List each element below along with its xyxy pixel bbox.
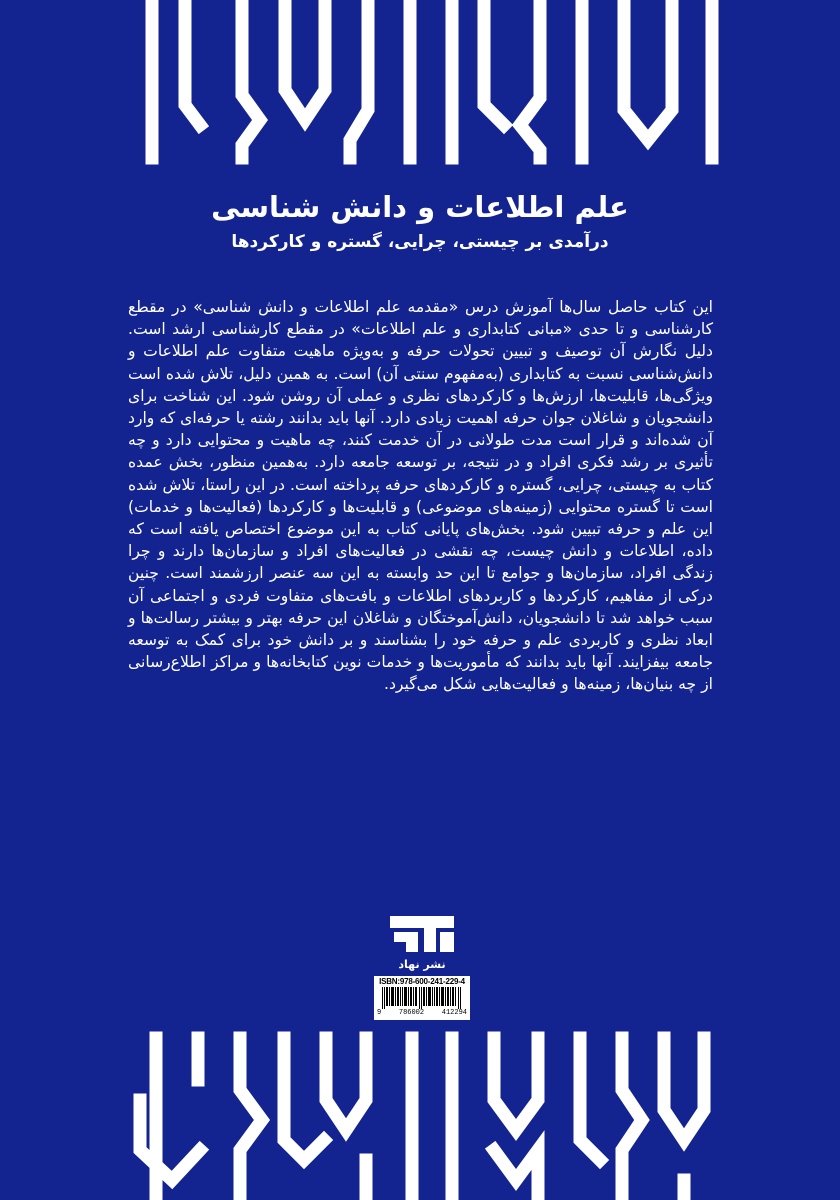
barcode-digit-right: 412294 <box>441 1009 467 1017</box>
isbn-label: ISBN:978-600-241-229-4 <box>379 977 465 986</box>
publisher-logo-icon <box>384 908 460 974</box>
barcode-icon <box>382 987 462 1009</box>
description-text: این کتاب حاصل سال‌ها آموزش درس «مقدمه علم اطلاعات و دانش شناسی» در مقطع کارشناسی و تا حدی «مبانی کتابداری و علم اطلاعات» در مقطع کارشناسی ارشد است. دلیل نگارش آن توصیف و تبیین تحولات حرفه و به‌ویژه ماهیت متفاوت علم اطلاعات و دانش‌شناسی نسبت به کتابداری (به‌مفهوم سنتی آن) است. به همین دلیل، تلاش شده است ویژگی‌ها، قابلیت‌ها، ارزش‌ها و کارکردهای نظری و عملی آن روشن شود. این شناخت برای دانشجویان و شاغلان جوان حرفه اهمیت زیادی دارد. آنها باید بدانند رشته یا حرفه‌ای که وارد آن شده‌اند و قرار است مدت طولانی در آن خدمت کنند، چه ماهیت و محتوایی دارد و چه تأثیری بر رشد فکری افراد و در نتیجه، بر توسعه جامعه دارد. به‌همین منظور، بخش عمده کتاب به چیستی، چرایی، گستره و کارکردهای حرفه پرداخته است. در این راستا، تلاش شده است تا گستره محتوایی (زمینه‌های موضوعی) و قابلیت‌ها و کارکردها (فعالیت‌ها و خدمات) این علم و حرفه تبیین شود. بخش‌های پایانی کتاب به این موضوع اختصاص یافته است که داده، اطلاعات و دانش چیست، چه نقشی در فعالیت‌های افراد و سازمان‌ها دارند و چرا زندگی افراد، سازمان‌ها و جوامع تا این حد وابسته به این سه عنصر ارزشمند است. چنین درکی از مفاهیم، کارکردها و کاربردهای اطلاعات و بافت‌های متفاوت فردی و اجتماعی آن سبب خواهد شد تا دانشجویان، دانش‌آموختگان و شاغلان این حرفه بهتر و بیشتر رسالت‌ها و ابعاد نظری و کاربردی علم و حرفه خود را بشناسند و بر دانش خود برای کمک به توسعه جامعه بیفزایند. آنها باید بدانند که مأموریت‌ها و خدمات نوین کتابخانه‌ها و مراکز اطلاع‌رسانی از چه بنیان‌ها، زمینه‌ها و فعالیت‌هایی شکل می‌گیرد. <box>128 298 713 694</box>
barcode-digits <box>374 1009 470 1017</box>
top-pattern-icon <box>0 0 840 175</box>
book-title: علم اطلاعات و دانش شناسی <box>211 190 629 224</box>
barcode-digit-left: 786002 <box>398 1009 425 1017</box>
isbn-barcode <box>374 976 470 1020</box>
bottom-pattern-icon <box>0 1020 840 1200</box>
barcode-digit-prefix: 9 <box>377 1009 382 1017</box>
book-subtitle: درآمدی بر چیستی، چرایی، گستره و کارکردها <box>231 232 609 252</box>
publisher-name: نشر نهاد <box>398 958 446 971</box>
